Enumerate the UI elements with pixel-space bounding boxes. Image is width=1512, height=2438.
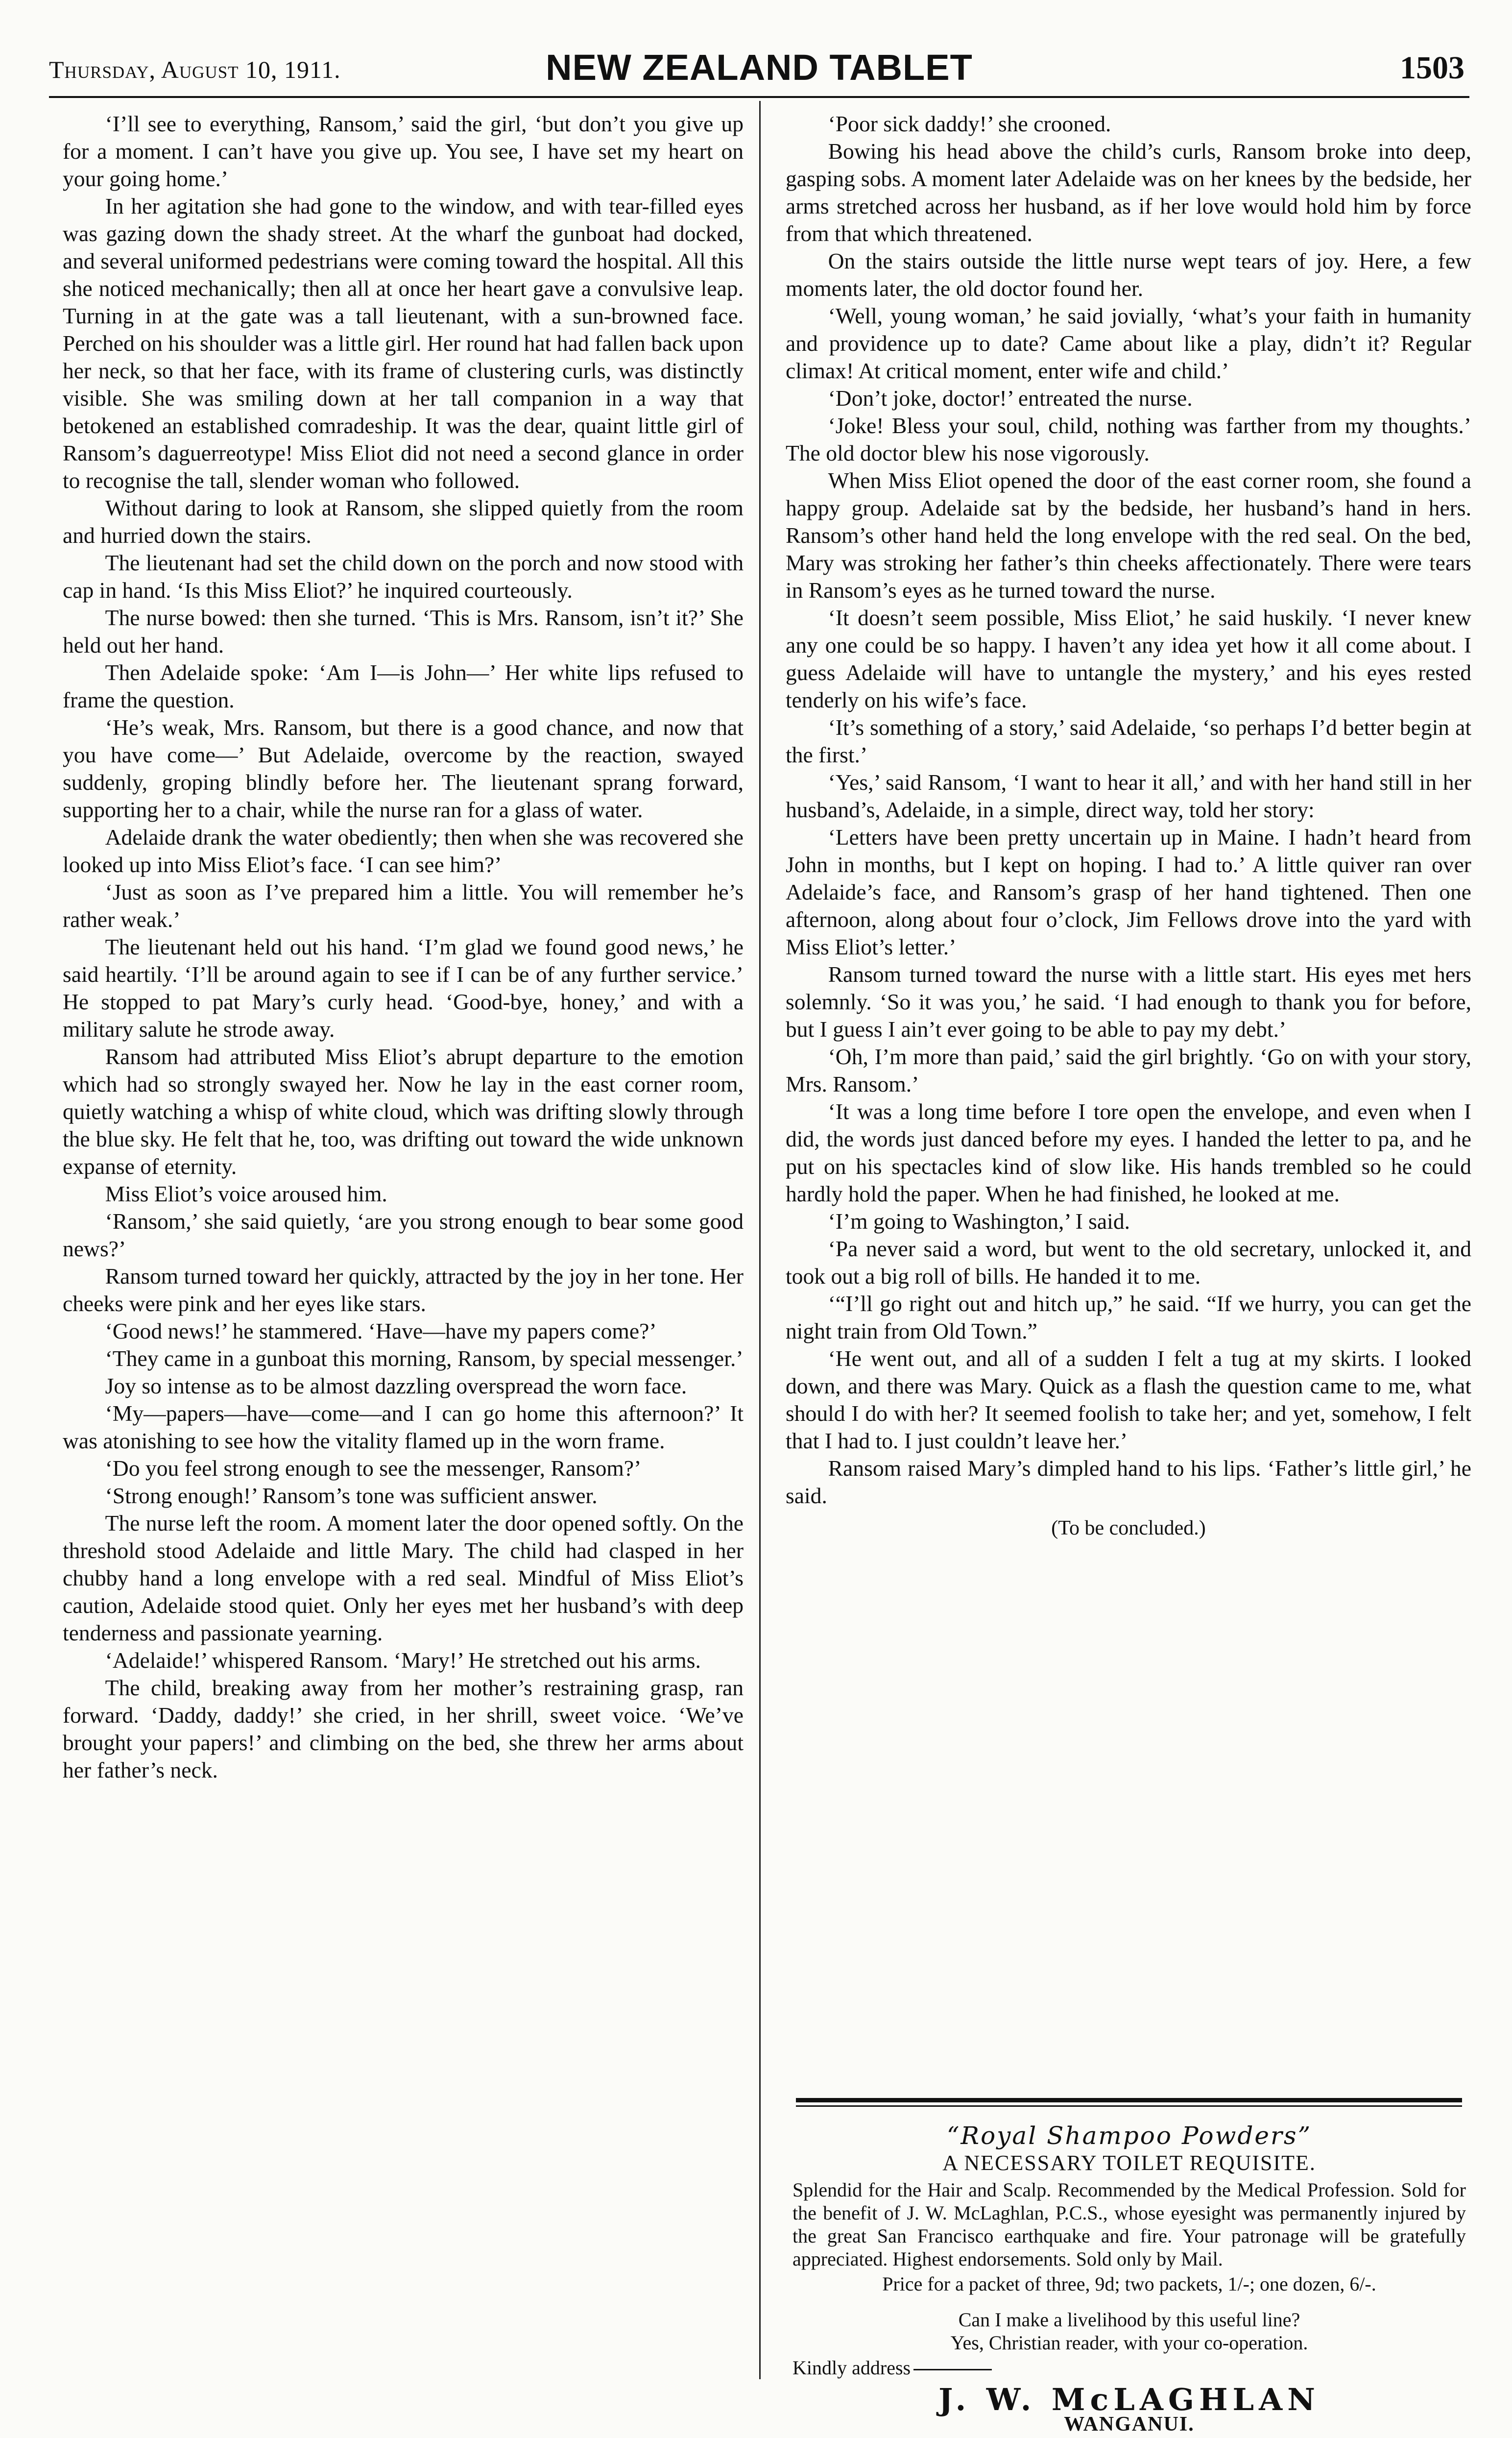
ad-kindly-label: Kindly address [792,2357,911,2379]
paragraph: ‘Good news!’ he stammered. ‘Have—have my papers come?’ [105,1318,657,1343]
paragraph: ‘It was a long time before I tore open the envelope, and even when I did, the words just danced before my eyes. I handed the letter to pa, and he put on his spectacles kind of slow like. His hands trembled so he could hardly hold the paper. When he had finished, he looked at me. [786,1099,1471,1206]
paragraph: ‘Strong enough!’ Ransom’s tone was sufficient answer. [105,1483,598,1508]
paragraph: Miss Eliot’s voice aroused him. [105,1181,387,1206]
paragraph: ‘He went out, and all of a sudden I felt a tug at my skirts. I looked down, and there was Mary. Quick as a flash the question came to me, what should I do with her? It seemed foolish to take her; and yet, somehow, I felt that I had to. I just couldn’t leave her.’ [786,1346,1471,1453]
paragraph: On the stairs outside the little nurse wept tears of joy. Here, a few moments later, the old doctor found her. [786,248,1471,301]
paragraph: Bowing his head above the child’s curls, Ransom broke into deep, gasping sobs. A moment later Adelaide was on her knees by the bedside, her arms stretched across her husband, as if her love would hold him by force from that which threatened. [786,139,1471,246]
paragraph: The lieutenant held out his hand. ‘I’m glad we found good news,’ he said heartily. ‘I’ll be around again to see if I can be of any further service.’ He stopped to pat Mary’s curly head. ‘Good-bye, honey,’ and with a military salute he strode away. [63,934,744,1042]
paragraph: ‘I’ll see to everything, Ransom,’ said the girl, ‘but don’t you give up for a moment. I can’t have you give up. You see, I have set my heart on your going home.’ [63,111,744,191]
ad-question: Can I make a livelihood by this useful line? [958,2309,1300,2331]
ad-price: Price for a packet of three, 9d; two packets, 1/-; one dozen, 6/-. [882,2273,1376,2295]
paragraph: ‘Don’t joke, doctor!’ entreated the nurse. [828,386,1193,411]
page-header [49,47,1469,100]
ad-town: WANGANUI. [1064,2413,1195,2436]
issue-date: Thursday, August 10, 1911. [49,56,341,83]
ad-product-name: “Royal Shampoo Powders” [946,2121,1312,2150]
paragraph: Ransom turned toward the nurse with a little start. His eyes met hers solemnly. ‘So it was you,’ he said. ‘I had enough to thank you for before, but I guess I ain’t ever going to be able to pay my debt.’ [786,962,1471,1042]
paragraph: When Miss Eliot opened the door of the east corner room, she found a happy group. Adelaide sat by the bedside, her husband’s hand in hers. Ransom’s other hand held the long envelope with the red seal. On the bed, Mary was stroking her father’s thin cheeks affectionately. There were tears in Ransom’s eyes as he turned toward the nurse. [786,468,1471,603]
advertisement [792,2121,1466,2436]
paragraph: ‘Adelaide!’ whispered Ransom. ‘Mary!’ He stretched out his arms. [105,1648,701,1673]
page-number: 1503 [1400,50,1464,86]
ad-advertiser-name: J. W. McLAGHLAN [938,2382,1320,2417]
left-column [63,110,744,2374]
paragraph: ‘It doesn’t seem possible, Miss Eliot,’ he said huskily. ‘I never knew any one could be so happy. I haven’t any idea yet how it all come about. I guess Adelaide will have to untangle the mystery,’ and his eyes rested tenderly on his wife’s face. [786,605,1471,712]
paragraph: ‘He’s weak, Mrs. Ransom, but there is a good chance, and now that you have come—’ But Adelaide, overcome by the reaction, swayed suddenly, groping blindly before her. The lieutenant sprang forward, supporting her to a chair, while the nurse ran for a glass of water. [63,715,744,822]
paragraph: Joy so intense as to be almost dazzling overspread the worn face. [105,1373,687,1398]
paragraph: ‘Pa never said a word, but went to the old secretary, unlocked it, and took out a big roll of bills. He handed it to me. [786,1236,1471,1289]
paragraph: ‘They came in a gunboat this morning, Ransom, by special messenger.’ [105,1346,744,1371]
paragraph: In her agitation she had gone to the window, and with tear-filled eyes was gazing down the shady street. At the wharf the gunboat had docked, and several uniformed pedestrians were coming toward the hospital. All this she noticed mechanically; then all at once her heart gave a convulsive leap. Turning in at the gate was a tall lieutenant, with a sun-browned face. Perched on his shoulder was a little girl. Her round hat had fallen back upon her neck, so that her face, with its frame of clustering curls, was distinctly visible. She was smiling down at her tall companion in a way that betokened an established comradeship. It was the dear, quaint little girl of Ransom’s daguerreotype! Miss Eliot did not need a second glance in order to recognise the tall, slender woman who followed. [63,194,744,493]
paragraph: The nurse bowed: then she turned. ‘This is Mrs. Ransom, isn’t it?’ She held out her hand. [63,605,744,658]
paragraph: The nurse left the room. A moment later the door opened softly. On the threshold stood Adelaide and little Mary. The child had clasped in her chubby hand a long envelope with a red seal. Mindful of Miss Eliot’s caution, Adelaide stood quiet. Only her eyes met her husband’s with deep tenderness and passionate yearning. [63,1511,744,1645]
header-rule [49,96,1469,98]
paragraph: ‘Letters have been pretty uncertain up in Maine. I hadn’t heard from John in months, but I kept on hoping. I had to.’ A little quiver ran over Adelaide’s face, and Ransom’s grasp of her hand tightened. Then one afternoon, along about four o’clock, Jim Fellows drove into the yard with Miss Eliot’s letter.’ [786,825,1471,959]
paragraph: Ransom had attributed Miss Eliot’s abrupt departure to the emotion which had so strongly swayed her. Now he lay in the east corner room, quietly watching a whisp of white cloud, which was drifting slowly through the blue sky. He felt that he, too, was drifting out toward the wide unknown expanse of eternity. [63,1044,744,1179]
paragraph: Ransom turned toward her quickly, attracted by the joy in her tone. Her cheeks were pink and her eyes like stars. [63,1264,744,1316]
paragraph: The child, breaking away from her mother’s restraining grasp, ran forward. ‘Daddy, daddy!’ she cried, in her shrill, sweet voice. ‘We’ve brought your papers!’ and climbing on the bed, she threw her arms about her father’s neck. [63,1675,744,1782]
ad-body: Splendid for the Hair and Scalp. Recommended by the Medical Profession. Sold for the benefit of J. W. McLaghlan, P.C.S., whose eyesight was permanently injured by the great San Francisco earthquake and fire. Your patronage will be gratefully appreciated. Highest endorsements. Sold only by Mail. [792,2179,1466,2270]
paragraph: ‘Joke! Bless your soul, child, nothing was farther from my thoughts.’ The old doctor blew his nose vigorously. [786,413,1471,465]
column-divider [759,101,761,2379]
paragraph: ‘It’s something of a story,’ said Adelaide, ‘so perhaps I’d better begin at the first.’ [786,715,1471,767]
paragraph: The lieutenant had set the child down on the porch and now stood with cap in hand. ‘Is this Miss Eliot?’ he inquired courteously. [63,550,744,603]
ad-kindly-address [792,2356,1466,2379]
masthead-title: NEW ZEALAND TABLET [546,47,973,88]
paragraph: ‘I’m going to Washington,’ I said. [828,1209,1130,1234]
ad-response: Yes, Christian reader, with your co-operation. [950,2332,1308,2354]
right-column [786,110,1471,2099]
paragraph: Ransom raised Mary’s dimpled hand to his lips. ‘Father’s little girl,’ he said. [786,1456,1471,1508]
to-be-concluded: (To be concluded.) [1051,1517,1206,1539]
paragraph: Without daring to look at Ransom, she slipped quietly from the room and hurried down the stairs. [63,495,744,548]
paragraph: Adelaide drank the water obediently; then when she was recovered she looked up into Miss Eliot’s face. ‘I can see him?’ [63,825,744,877]
paragraph: ‘My—papers—have—come—and I can go home this afternoon?’ It was atonishing to see how the vitality flamed up in the worn frame. [63,1401,744,1453]
paragraph: ‘Do you feel strong enough to see the messenger, Ransom?’ [105,1456,642,1481]
paragraph: ‘Ransom,’ she said quietly, ‘are you strong enough to bear some good news?’ [63,1209,744,1261]
paragraph: Then Adelaide spoke: ‘Am I—is John—’ Her white lips refused to frame the question. [63,660,744,712]
paragraph: ‘Well, young woman,’ he said jovially, ‘what’s your faith in humanity and providence up to date? Came about like a play, didn’t it? Regular climax! At critical moment, enter wife and child.’ [786,303,1471,383]
ad-dash [913,2369,992,2370]
paragraph: ‘Yes,’ said Ransom, ‘I want to hear it all,’ and with her hand still in her husband’s, Adelaide, in a simple, direct way, told her story: [786,770,1471,822]
ad-tagline: A NECESSARY TOILET REQUISITE. [942,2151,1316,2175]
paragraph: ‘“I’ll go right out and hitch up,” he said. “If we hurry, you can get the night train from Old Town.” [786,1291,1471,1343]
advertisement-rule [796,2098,1462,2107]
paragraph: ‘Just as soon as I’ve prepared him a little. You will remember he’s rather weak.’ [63,879,744,932]
paragraph: ‘Poor sick daddy!’ she crooned. [828,111,1111,136]
paragraph: ‘Oh, I’m more than paid,’ said the girl brightly. ‘Go on with your story, Mrs. Ransom.’ [786,1044,1471,1097]
